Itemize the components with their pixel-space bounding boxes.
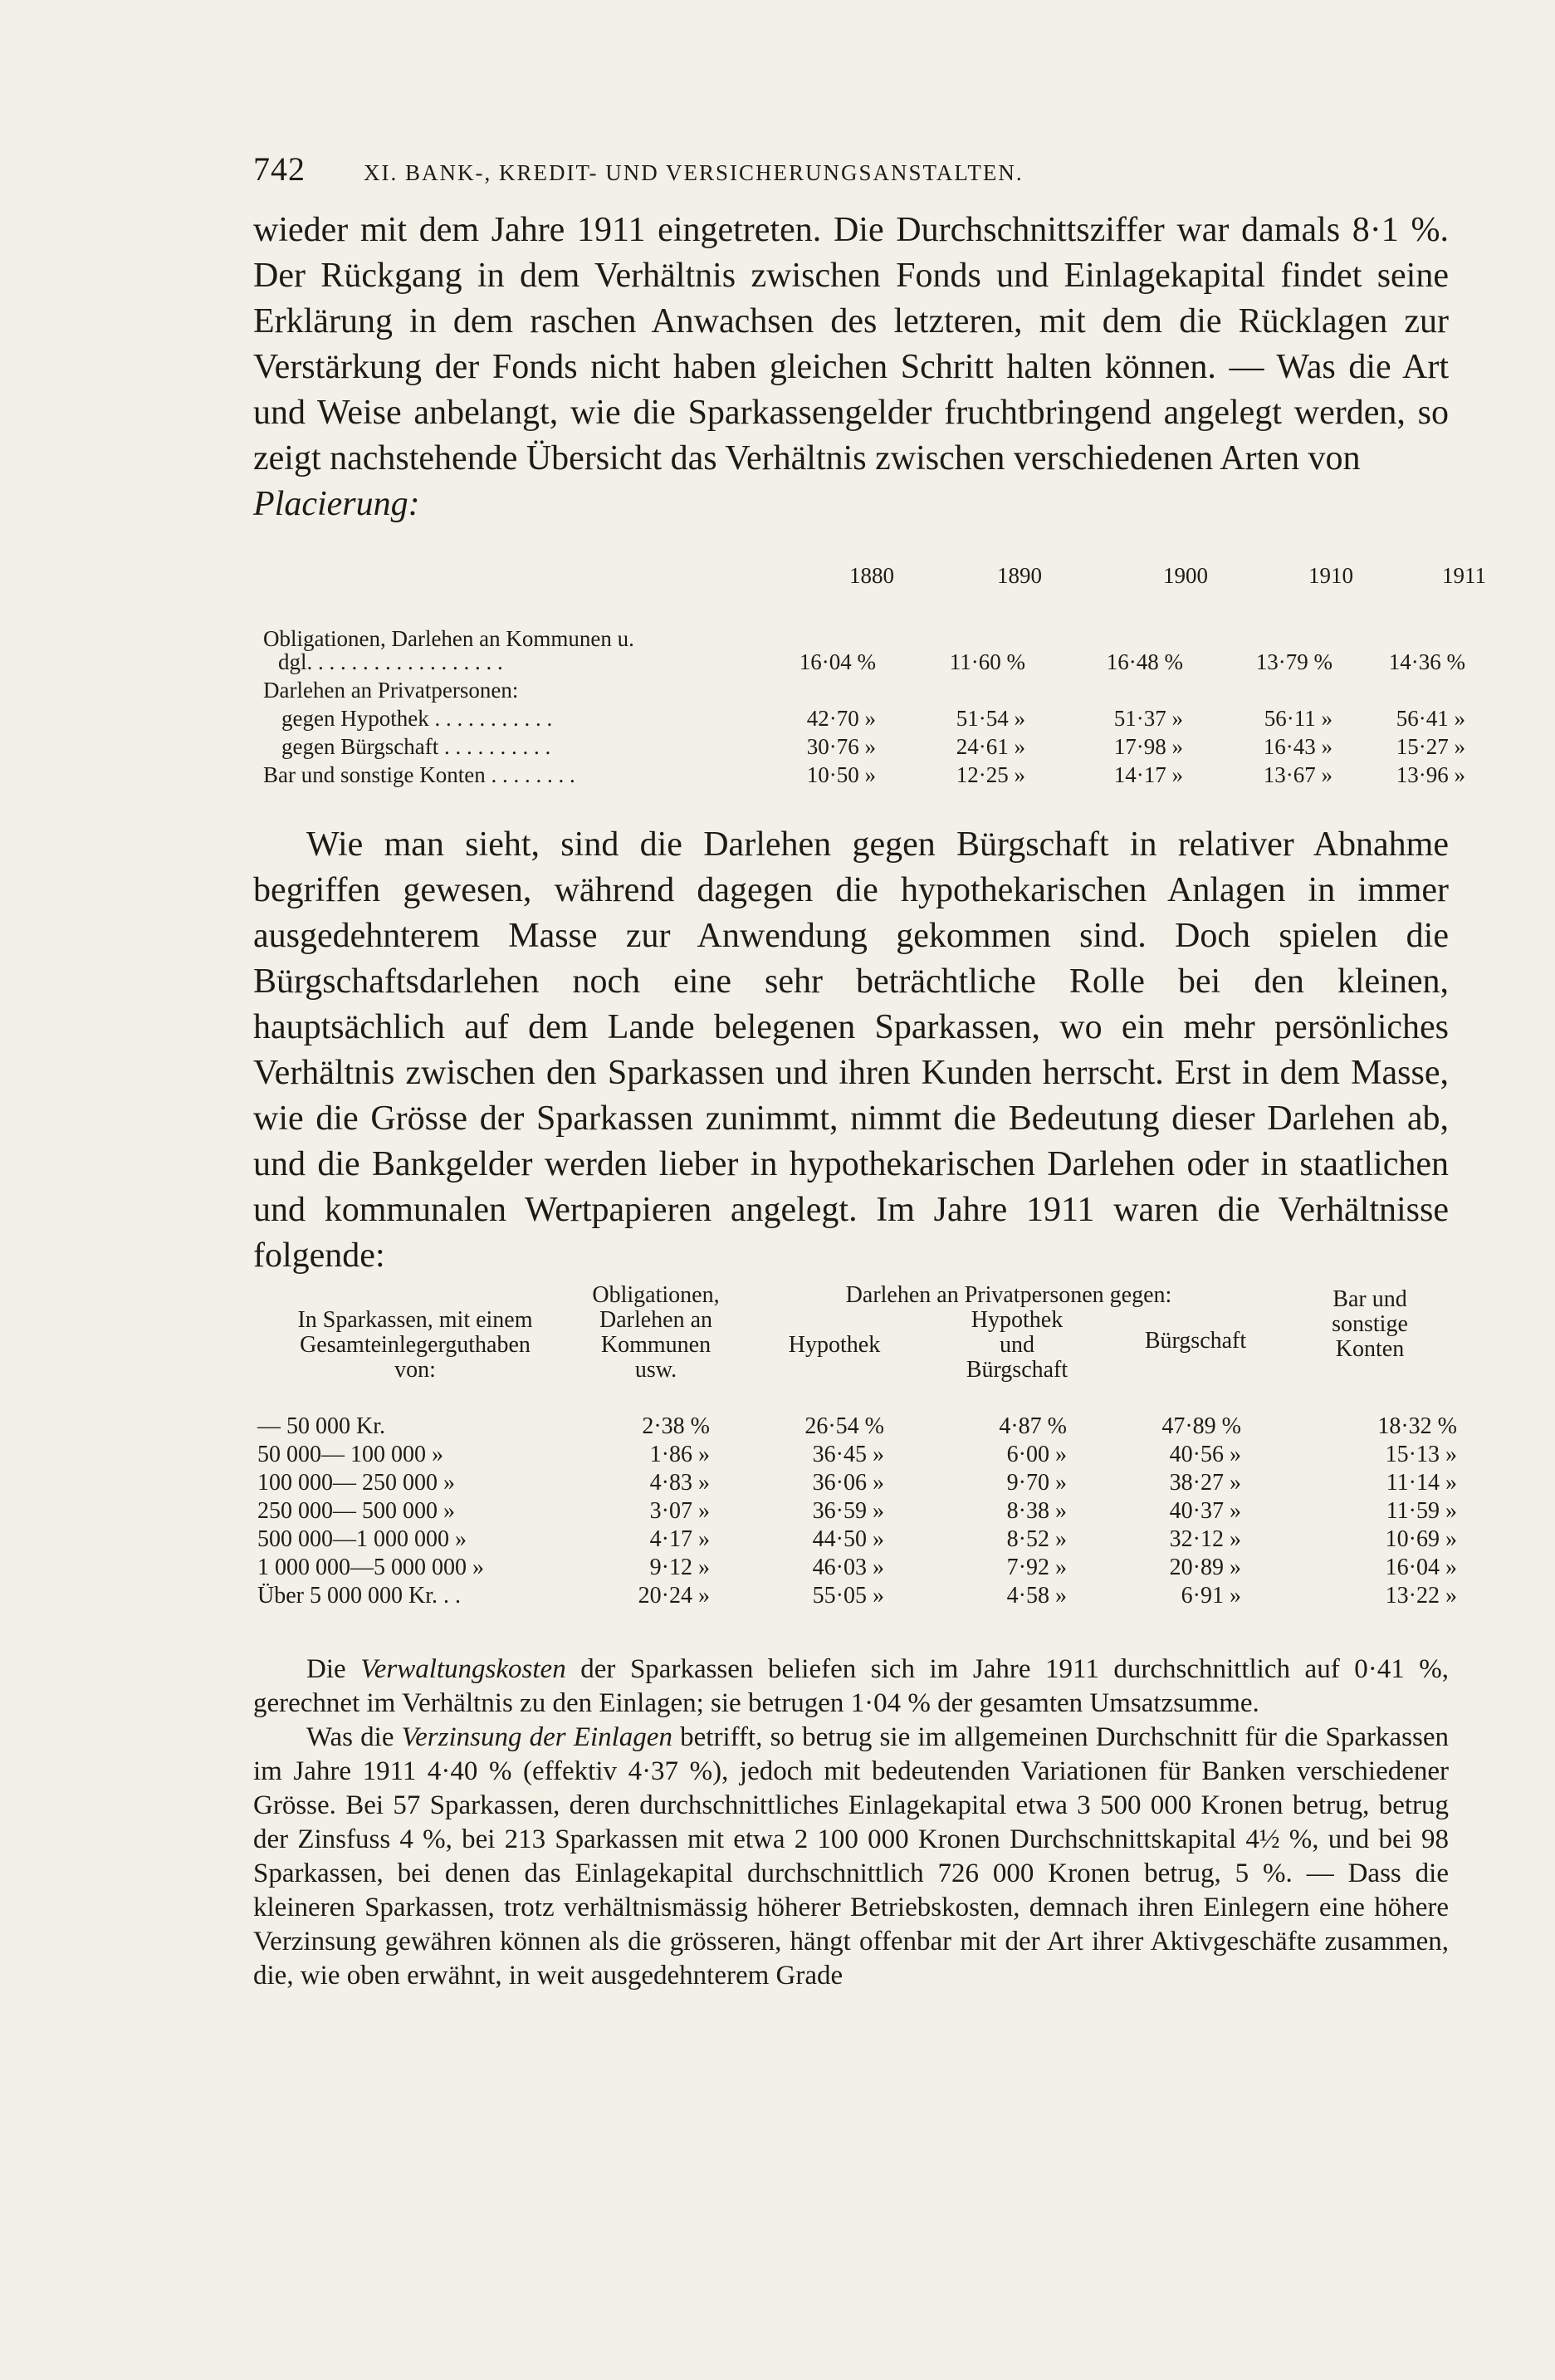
table-cell: 4·83 » [649, 1470, 710, 1496]
year-1900: 1900 [1163, 563, 1208, 588]
table-cell: 18·32 % [1377, 1413, 1457, 1439]
table-cell: 44·50 » [812, 1526, 884, 1552]
col-head-line: Bürgschaft [966, 1357, 1068, 1383]
table-cell: 40·56 » [1169, 1442, 1241, 1467]
col-head-line: sonstige [1332, 1311, 1408, 1337]
paragraph-2: Wie man sieht, sind die Darlehen gegen Bürgschaft in relativer Abnahme begriffen gewesen, während dagegen die hypothekarischen Anlagen in immer ausgedehnterem Masse zur Anwendung gekommen sind. Doch spielen die Bürgschaftsdarlehen noch eine sehr beträchtliche Rolle bei den kleinen, hauptsächlich auf dem Lande belegenen Sparkassen, wo ein mehr persönliches Verhältnis zwischen den Sparkassen und ihren Kunden herrscht. Erst in dem Masse, wie die Grösse der Sparkassen zunimmt, nimmt die Bedeutung dieser Darlehen ab, und die Bankgelder werden lieber in hypothekarischen Darlehen oder in staatlichen und kommunalen Wertpapieren angelegt. Im Jahre 1911 waren die Verhältnisse folgende: [253, 825, 1449, 1275]
table-cell: 51·54 » [956, 706, 1025, 731]
table-cell: 13·22 » [1385, 1583, 1457, 1609]
col-head-mortgage [751, 1333, 917, 1358]
table-cell: 4·17 » [649, 1526, 710, 1552]
placierung-label: Placierung: [253, 485, 420, 523]
row-label: gegen Hypothek . . . . . . . . . . . [281, 706, 553, 731]
text-run: Was die [306, 1722, 394, 1752]
chapter-title: XI. BANK-, KREDIT- UND VERSICHERUNGSANSTALTEN. [364, 160, 1024, 185]
table-cell: 56·11 » [1264, 706, 1333, 731]
table-cell: 55·05 » [812, 1583, 884, 1609]
col-head-line: In Sparkassen, mit einem [297, 1307, 533, 1333]
table-cell: 6·00 » [1006, 1442, 1067, 1467]
row-label: Bar und sonstige Konten . . . . . . . . [263, 762, 575, 787]
table-cell: 11·60 % [949, 649, 1025, 674]
row-label-group: Darlehen an Privatpersonen: [263, 678, 519, 703]
year-1910: 1910 [1308, 563, 1353, 588]
table-cell: 15·27 » [1396, 734, 1465, 759]
table-cell: 11·14 » [1386, 1470, 1457, 1496]
table-cell: 14·17 » [1113, 762, 1183, 787]
table-cell: 12·25 » [956, 762, 1025, 787]
row-label: — 50 000 Kr. [257, 1413, 385, 1439]
interest-paragraph [253, 1721, 1449, 1993]
table-cell: 7·92 » [1006, 1555, 1067, 1580]
table-cell: 10·50 » [806, 762, 876, 787]
table-cell: 36·59 » [812, 1498, 884, 1524]
table-cell: 9·70 » [1006, 1470, 1067, 1496]
col-head-line: Kommunen [600, 1332, 711, 1358]
table-cell: 24·61 » [956, 734, 1025, 759]
table-cell: 20·24 » [638, 1583, 710, 1609]
table-cell: 56·41 » [1396, 706, 1465, 731]
table-cell: 30·76 » [806, 734, 876, 759]
col-head-line: Hypothek [788, 1332, 881, 1358]
table-cell: 4·87 % [999, 1413, 1067, 1439]
col-head-guarantee [1117, 1329, 1274, 1354]
table-cell: 8·52 » [1006, 1526, 1067, 1552]
year-1880: 1880 [849, 563, 894, 588]
row-label: 50 000— 100 000 » [257, 1442, 443, 1467]
table-cell: 13·67 » [1263, 762, 1333, 787]
admin-costs-paragraph [253, 1653, 1449, 1721]
table-cell: 51·37 » [1113, 706, 1183, 731]
col-head-line: Darlehen an [599, 1307, 713, 1333]
year-1911: 1911 [1442, 563, 1486, 588]
table-cell: 14·36 % [1388, 649, 1465, 674]
table-cell: 13·96 » [1396, 762, 1465, 787]
table-cell: 10·69 » [1385, 1526, 1457, 1552]
emphasis-admin-costs: Verwaltungskosten [360, 1654, 566, 1684]
text-run: betrifft, so betrug sie im allgemeinen Durchschnitt für die Sparkassen im Jahre 1911 4·40 % (effektiv 4·37 %), jedoch mit bedeutenden Variationen für Banken verschiedener Grösse. Bei 57 Sparkassen, deren durchschnittliches Einlagekapital etwa 3 500 000 Kronen betrug, betrug der Zinsfuss 4 %, bei 213 Sparkassen mit etwa 2 100 000 Kronen Durchschnittskapital 4½ %, und bei 98 Sparkassen, bei denen das Einlagekapital durchschnittlich 726 000 Kronen betrug, 5 %. — Dass die kleineren Sparkassen, trotz verhältnismässig höherer Betriebskosten, demnach ihren Einlegern eine höhere Verzinsung gewähren können als die grösseren, hängt offenbar mit der Art ihrer Aktivgeschäfte zusammen, die, wie oben erwähnt, in weit ausgedehnterem Grade [253, 1722, 1450, 1991]
col-head-line: Bar und [1333, 1286, 1407, 1312]
table-cell: 9·12 » [649, 1555, 710, 1580]
page-number: 742 [253, 150, 306, 188]
table-cell: 16·48 % [1106, 649, 1183, 674]
table-cell: 36·45 » [812, 1442, 884, 1467]
col-head-size [253, 1308, 577, 1383]
col-group-private: Darlehen an Privatpersonen gegen: [845, 1282, 1172, 1308]
row-label: 100 000— 250 000 » [257, 1470, 455, 1496]
table-cell: 38·27 » [1169, 1470, 1241, 1496]
row-label: Über 5 000 000 Kr. . . [257, 1583, 461, 1609]
text-run: Die [306, 1654, 346, 1684]
row-label-cont: dgl. . . . . . . . . . . . . . . . . . [278, 649, 503, 674]
table-cell: 3·07 » [649, 1498, 710, 1524]
col-head-line: Obligationen, [592, 1282, 720, 1308]
emphasis-interest: Verzinsung der Einlagen [401, 1722, 672, 1752]
row-label: 500 000—1 000 000 » [257, 1526, 467, 1552]
col-head-line: Konten [1335, 1336, 1405, 1362]
col-head-line: Bürgschaft [1144, 1328, 1247, 1354]
table-cell: 17·98 » [1113, 734, 1183, 759]
table-cell: 46·03 » [812, 1555, 884, 1580]
table-cell: 42·70 » [806, 706, 876, 731]
row-label: 250 000— 500 000 » [257, 1498, 455, 1524]
table-cell: 15·13 » [1385, 1442, 1457, 1467]
paragraph-1 [253, 208, 1449, 527]
row-label: gegen Bürgschaft . . . . . . . . . . [281, 734, 551, 759]
col-head-line: usw. [634, 1357, 677, 1383]
table-cell: 26·54 % [804, 1413, 884, 1439]
table-cell: 47·89 % [1161, 1413, 1241, 1439]
table-cell: 2·38 % [642, 1413, 710, 1439]
col-head-line: und [1000, 1332, 1034, 1358]
row-label: 1 000 000—5 000 000 » [257, 1555, 484, 1580]
year-header-row [253, 563, 1486, 596]
paragraph-1-text: wieder mit dem Jahre 1911 eingetreten. Die Durchschnittsziffer war damals 8·1 %. Der Rückgang in dem Verhältnis zwischen Fonds und Einlagekapital findet seine Erklärung in dem raschen Anwachsen des letzteren, mit dem die Rücklagen zur Verstärkung der Fonds nicht haben gleichen Schritt halten können. — Was die Art und Weise anbelangt, wie die Sparkassengelder fruchtbringend angelegt werden, so zeigt nachstehende Übersicht das Verhältnis zwischen verschiedenen Arten von [253, 211, 1449, 477]
year-1890: 1890 [997, 563, 1042, 588]
col-head-line: Hypothek [971, 1307, 1064, 1333]
paragraph-3 [253, 1653, 1449, 1993]
table-cell: 16·04 % [799, 649, 876, 674]
table-cell: 32·12 » [1169, 1526, 1241, 1552]
table-cell: 40·37 » [1169, 1498, 1241, 1524]
text-run: der Sparkassen beliefen sich im Jahre 1911 durchschnittlich auf 0·41 %, gerechnet im Verhältnis zu den Einlagen; sie betrugen 1·04 % der gesamten Umsatzsumme. [253, 1654, 1450, 1718]
table-cell: 11·59 » [1386, 1498, 1457, 1524]
running-header [253, 149, 1024, 189]
table-cell: 6·91 » [1181, 1583, 1241, 1609]
col-head-mortgage-guarantee [926, 1308, 1108, 1383]
col-head-line: Gesamteinlegerguthaben [300, 1332, 531, 1358]
col-head-obligations [569, 1283, 743, 1383]
row-label: Obligationen, Darlehen an Kommunen u. [263, 626, 634, 651]
table-cell: 1·86 » [649, 1442, 710, 1467]
table-cell: 8·38 » [1006, 1498, 1067, 1524]
table-cell: 16·04 » [1385, 1555, 1457, 1580]
table-cell: 13·79 % [1255, 649, 1333, 674]
table-cell: 20·89 » [1169, 1555, 1241, 1580]
table-cell: 16·43 » [1263, 734, 1333, 759]
col-head-line: von: [394, 1357, 436, 1383]
col-head-cash [1283, 1287, 1457, 1362]
table-cell: 4·58 » [1006, 1583, 1067, 1609]
table-cell: 36·06 » [812, 1470, 884, 1496]
